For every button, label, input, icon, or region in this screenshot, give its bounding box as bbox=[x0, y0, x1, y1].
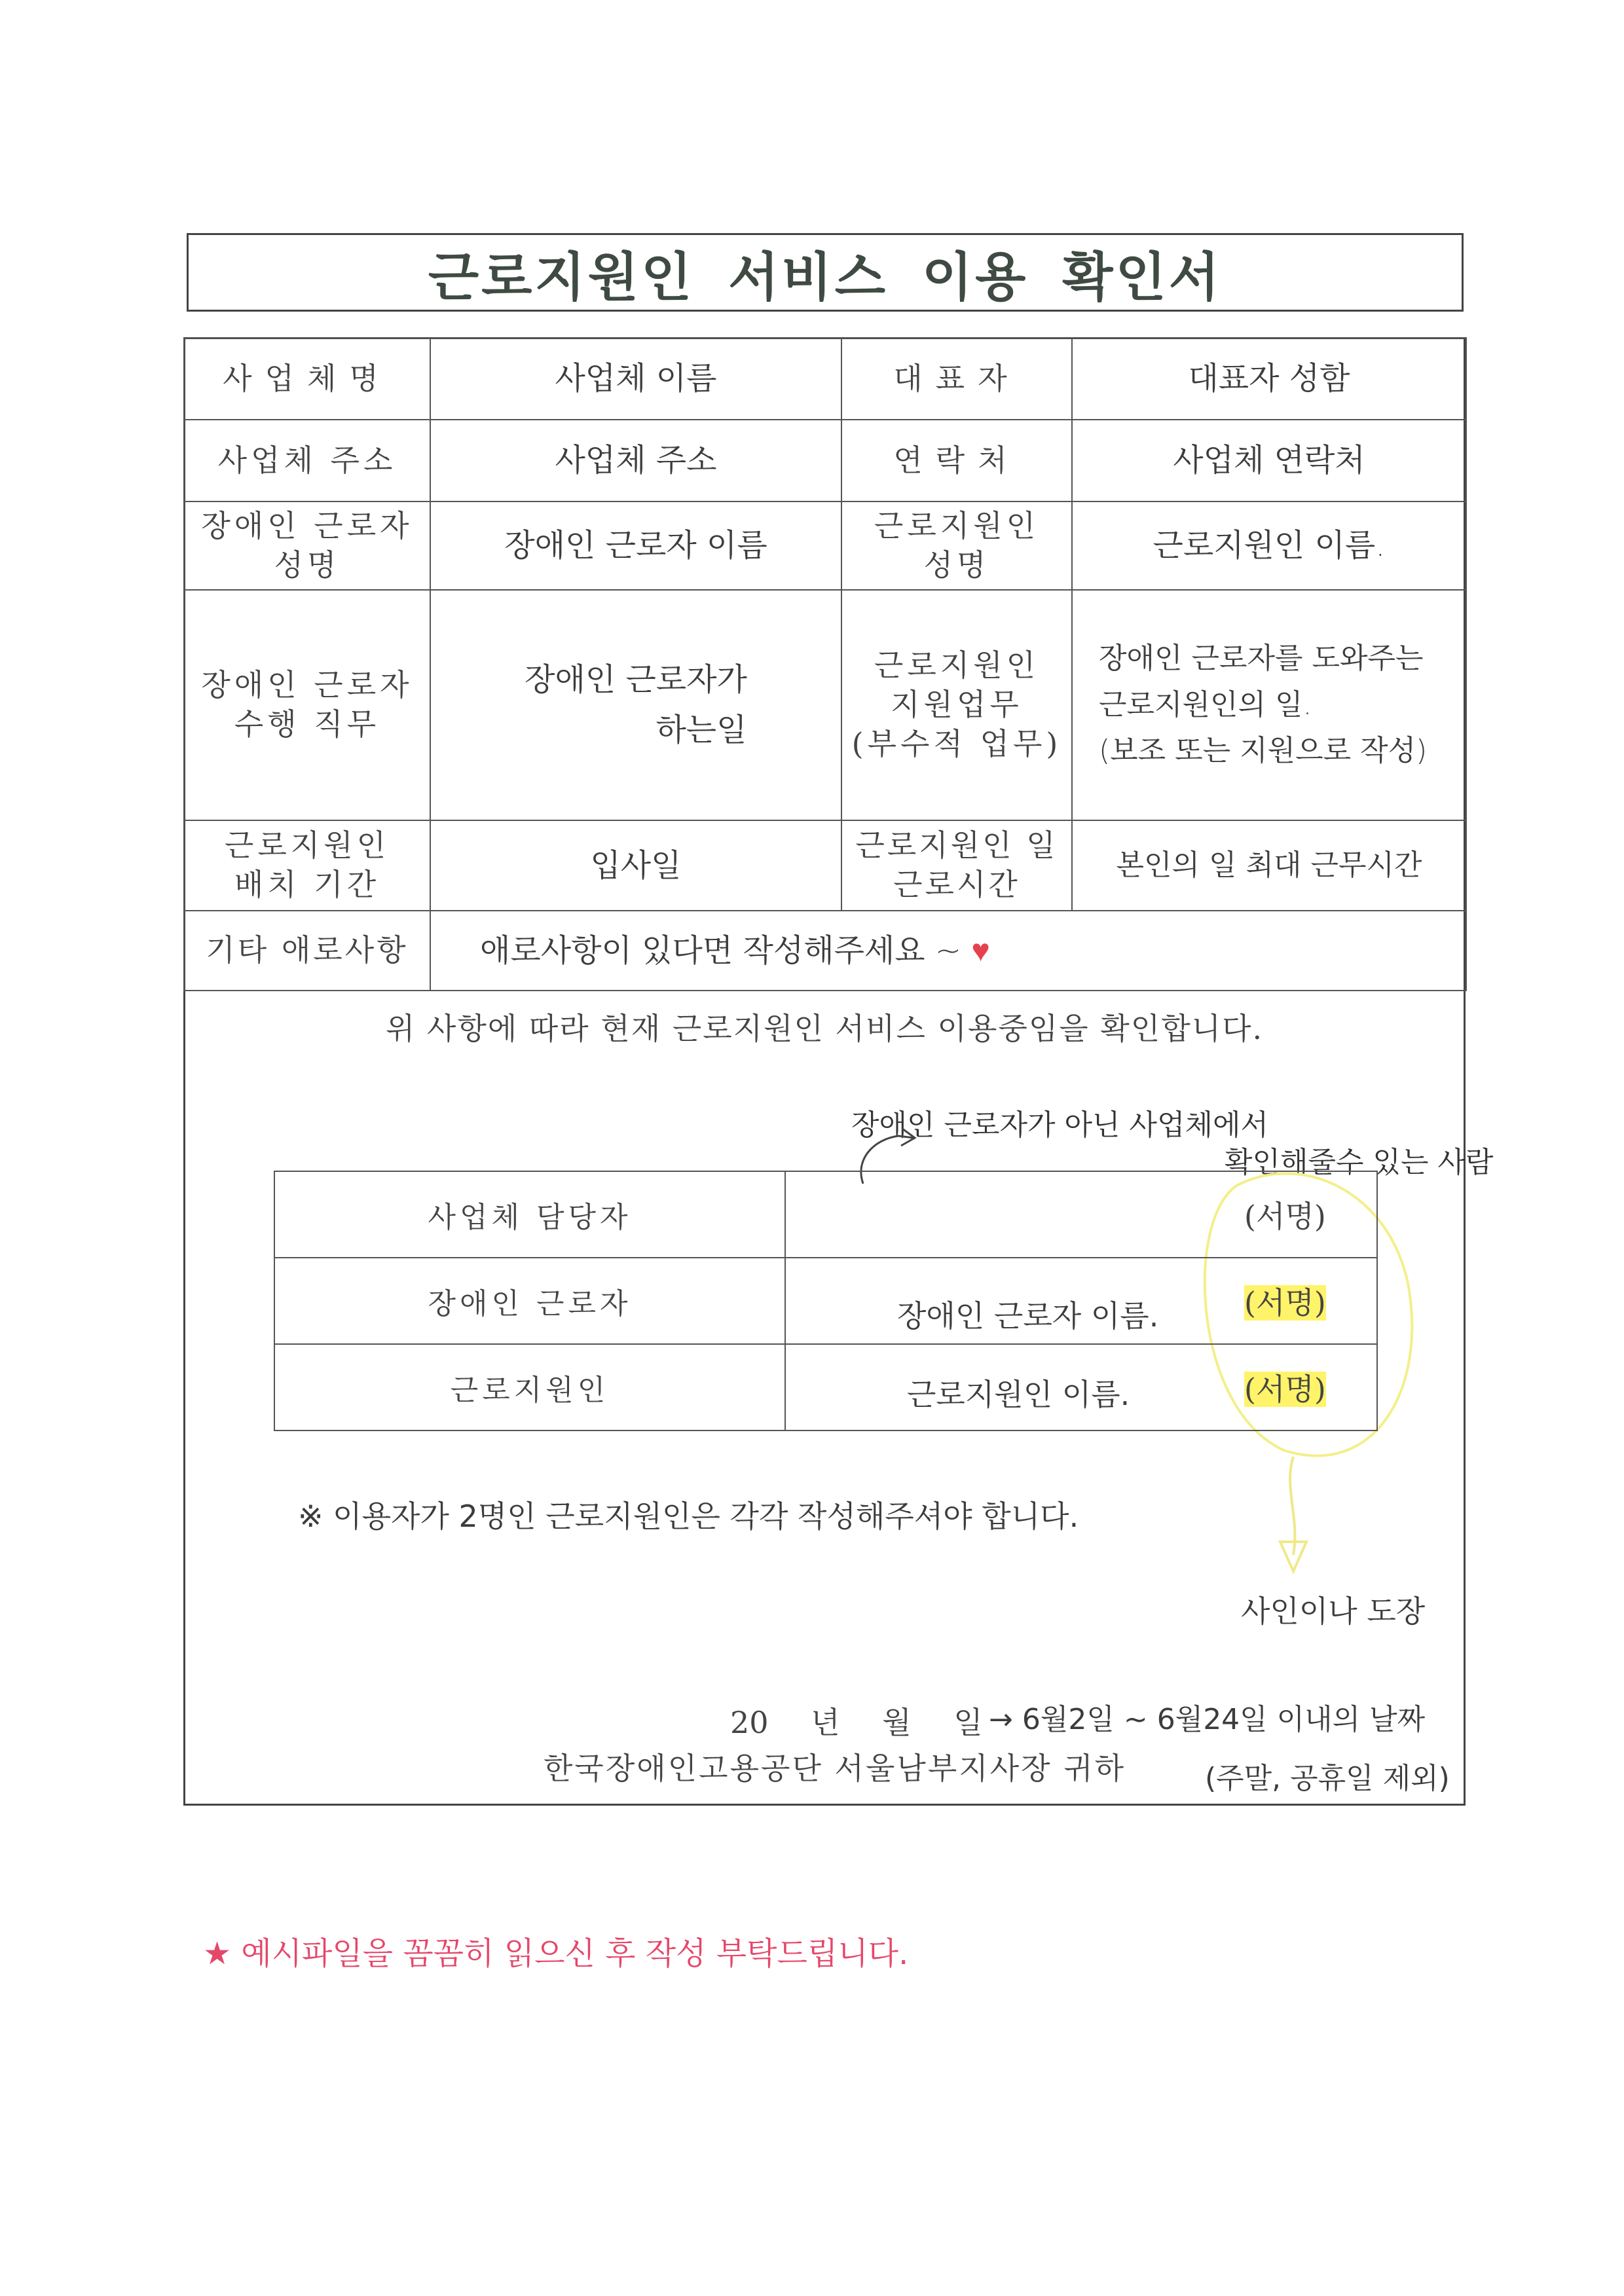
worker-name-label-line2: 성명 bbox=[274, 547, 341, 583]
assistant-duty-label-line3: (부수적 업무) bbox=[851, 725, 1062, 761]
assistant-duty-label-line2: 지원업무 bbox=[891, 687, 1023, 723]
assistant-name-label-line1: 근로지원인 bbox=[874, 507, 1040, 543]
placement-value: 입사일 bbox=[430, 820, 841, 911]
info-table bbox=[183, 337, 1467, 991]
worker-duty-value-line2: 하는일 bbox=[655, 712, 747, 748]
worker-name-label-line1: 장애인 근로자 bbox=[201, 507, 413, 543]
signer-name: 장애인 근로자 이름. bbox=[897, 1298, 1159, 1334]
signature-row bbox=[274, 1258, 1377, 1344]
instruction-note: ★ 예시파일을 꼼꼼히 읽으신 후 작성 부탁드립니다. bbox=[203, 1935, 909, 1972]
signature-label: 사업체 담당자 bbox=[274, 1171, 785, 1258]
worker-duty-value-line1: 장애인 근로자가 bbox=[525, 661, 747, 699]
row-company bbox=[184, 338, 1466, 420]
placement-label-line2: 배치 기간 bbox=[234, 867, 380, 902]
other-label: 기타 애로사항 bbox=[184, 911, 430, 991]
assistant-duty-label-line1: 근로지원인 bbox=[874, 647, 1040, 683]
document-title-box bbox=[187, 233, 1464, 312]
contact-label: 연락처 bbox=[841, 420, 1072, 501]
sign-placeholder: (서명) bbox=[1244, 1372, 1326, 1407]
signer-note-line1: 장애인 근로자가 아닌 사업체에서 bbox=[851, 1108, 1269, 1142]
signature-row bbox=[274, 1344, 1377, 1430]
hours-value: 본인의 일 최대 근무시간 bbox=[1072, 820, 1466, 911]
representative-label: 대표자 bbox=[841, 338, 1072, 420]
other-value: 애로사항이 있다면 작성해주세요 ~ bbox=[480, 932, 962, 969]
signer-name: 근로지원인 이름. bbox=[907, 1377, 1130, 1412]
assistant-name-label bbox=[841, 501, 1072, 590]
stamp-note: 사인이나 도장 bbox=[1241, 1594, 1426, 1629]
date-line: 20 년 월 일 bbox=[730, 1705, 983, 1740]
row-names bbox=[184, 501, 1466, 590]
sign-placeholder: (서명) bbox=[1244, 1285, 1326, 1321]
assistant-name-value: 근로지원인 이름. bbox=[1072, 501, 1466, 590]
company-name-label: 사업체명 bbox=[184, 338, 430, 420]
heart-icon: ♥ bbox=[971, 932, 990, 969]
addressee: 한국장애인고용공단 서울남부지사장 귀하 bbox=[544, 1751, 1126, 1786]
hours-label-line2: 근로시간 bbox=[893, 867, 1020, 902]
row-duties bbox=[184, 590, 1466, 820]
placement-label-line1: 근로지원인 bbox=[224, 828, 390, 864]
assistant-duty-value-line1: 장애인 근로자를 도와주는 bbox=[1099, 642, 1424, 676]
document-title: 근로지원인 서비스 이용 확인서 bbox=[428, 246, 1223, 308]
signature-table bbox=[274, 1171, 1378, 1431]
row-address bbox=[184, 420, 1466, 501]
address-label: 사업체 주소 bbox=[184, 420, 430, 501]
representative-value: 대표자 성함 bbox=[1072, 338, 1466, 420]
confirmation-statement: 위 사항에 따라 현재 근로지원인 서비스 이용중임을 확인합니다. bbox=[385, 1011, 1264, 1046]
placement-label bbox=[184, 820, 430, 911]
row-placement bbox=[184, 820, 1466, 911]
footnote: ※ 이용자가 2명인 근로지원인은 각각 작성해주셔야 합니다. bbox=[298, 1499, 1079, 1534]
weekend-note: (주말, 공휴일 제외) bbox=[1205, 1762, 1450, 1795]
row-other bbox=[184, 911, 1466, 991]
sign-placeholder: (서명) bbox=[1244, 1199, 1326, 1234]
assistant-name-label-line2: 성명 bbox=[923, 547, 990, 583]
signature-field[interactable] bbox=[785, 1344, 1377, 1430]
worker-duty-value bbox=[430, 590, 841, 820]
signature-field[interactable] bbox=[785, 1171, 1377, 1258]
date-note: → 6월2일 ~ 6월24일 이내의 날짜 bbox=[989, 1703, 1426, 1736]
other-value-cell bbox=[430, 911, 1466, 991]
worker-duty-label bbox=[184, 590, 430, 820]
worker-duty-label-line2: 수행 직무 bbox=[234, 706, 380, 742]
signature-row bbox=[274, 1171, 1377, 1258]
signer-note-line2: 확인해줄수 있는 사람 bbox=[1225, 1146, 1494, 1180]
address-value: 사업체 주소 bbox=[430, 420, 841, 501]
hours-label bbox=[841, 820, 1072, 911]
hours-label-line1: 근로지원인 일 bbox=[855, 828, 1058, 864]
assistant-duty-value-line3: (보조 또는 지원으로 작성) bbox=[1099, 734, 1428, 768]
assistant-duty-label bbox=[841, 590, 1072, 820]
signature-field[interactable] bbox=[785, 1258, 1377, 1344]
signature-label: 장애인 근로자 bbox=[274, 1258, 785, 1344]
assistant-duty-value bbox=[1072, 590, 1466, 820]
contact-value: 사업체 연락처 bbox=[1072, 420, 1466, 501]
assistant-duty-value-line2: 근로지원인의 일. bbox=[1099, 687, 1312, 721]
worker-duty-label-line1: 장애인 근로자 bbox=[201, 667, 413, 703]
worker-name-label bbox=[184, 501, 430, 590]
worker-name-value: 장애인 근로자 이름 bbox=[430, 501, 841, 590]
company-name-value: 사업체 이름 bbox=[430, 338, 841, 420]
signature-label: 근로지원인 bbox=[274, 1344, 785, 1430]
